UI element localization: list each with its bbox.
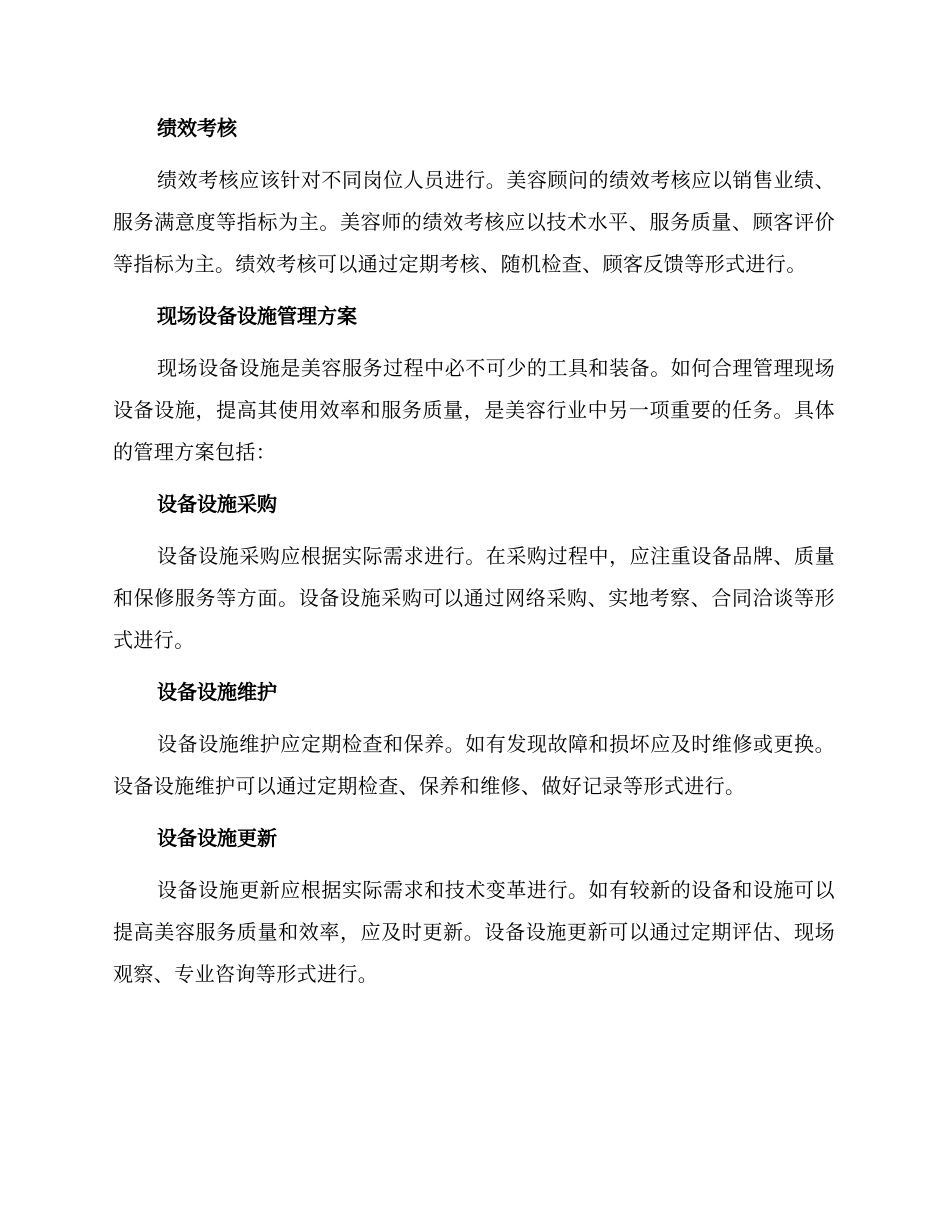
section-heading-equipment-maintenance: 设备设施维护 — [157, 680, 277, 704]
section-heading-onsite-equipment-management: 现场设备设施管理方案 — [157, 304, 357, 328]
section-heading-equipment-renewal: 设备设施更新 — [157, 826, 277, 850]
section-body-onsite-equipment-management: 现场设备设施是美容服务过程中必不可少的工具和装备。如何合理管理现场设备设施，提高其使用效率和服务质量，是美容行业中另一项重要的任务。具体的管理方案包括： — [113, 356, 835, 464]
section-body-performance-review: 绩效考核应该针对不同岗位人员进行。美容顾问的绩效考核应以销售业绩、服务满意度等指标为主。美容师的绩效考核应以技术水平、服务质量、顾客评价等指标为主。绩效考核可以通过定期考核、随机检查、顾客反馈等形式进行。 — [113, 168, 835, 276]
section-body-equipment-maintenance: 设备设施维护应定期检查和保养。如有发现故障和损坏应及时维修或更换。设备设施维护可以通过定期检查、保养和维修、做好记录等形式进行。 — [113, 732, 835, 798]
section-body-equipment-renewal: 设备设施更新应根据实际需求和技术变革进行。如有较新的设备和设施可以提高美容服务质量和效率，应及时更新。设备设施更新可以通过定期评估、现场观察、专业咨询等形式进行。 — [113, 878, 835, 986]
section-heading-equipment-procurement: 设备设施采购 — [157, 492, 277, 516]
document-content — [113, 107, 835, 1005]
section-heading-performance-review: 绩效考核 — [157, 116, 237, 140]
section-body-equipment-procurement: 设备设施采购应根据实际需求进行。在采购过程中，应注重设备品牌、质量和保修服务等方面。设备设施采购可以通过网络采购、实地考察、合同洽谈等形式进行。 — [113, 544, 835, 652]
